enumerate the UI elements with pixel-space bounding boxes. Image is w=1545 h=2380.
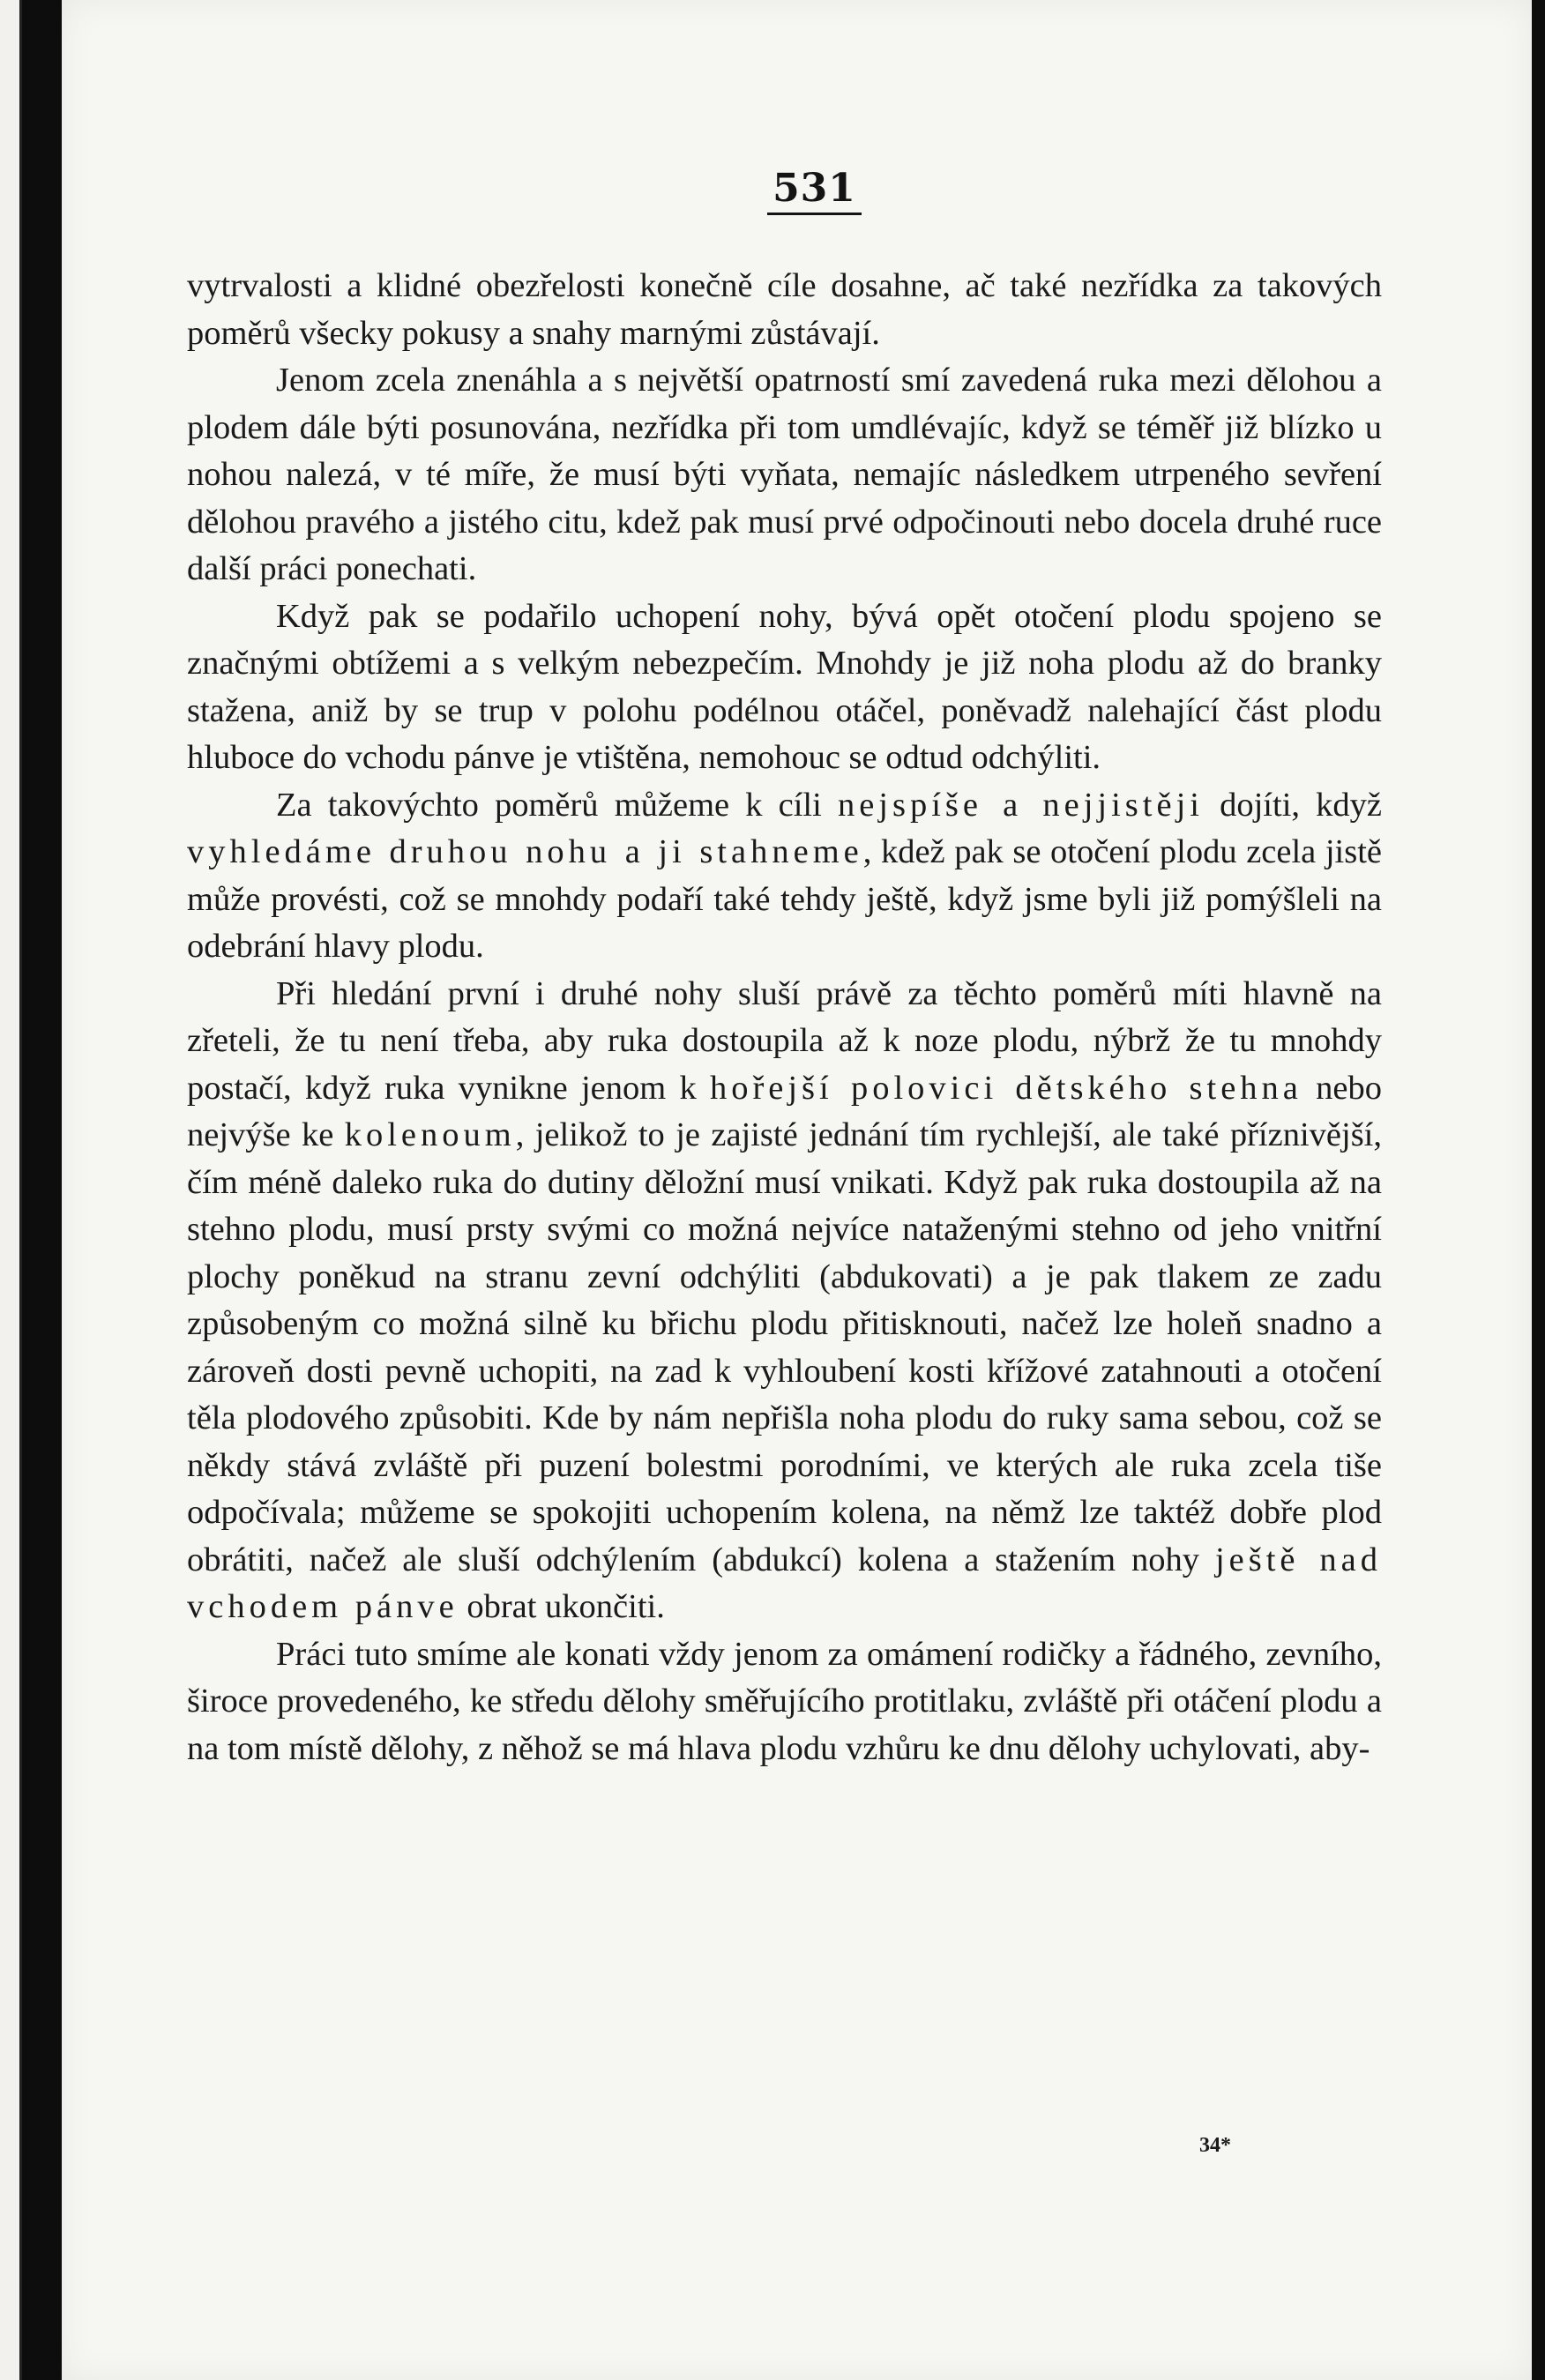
page-number [62, 166, 1532, 215]
text-run: Za takovýchto poměrů můžeme k cíli [276, 786, 838, 824]
text-run: dojíti, když [1203, 786, 1382, 824]
text-run: nebo nejvýše ke [187, 1069, 1382, 1153]
paragraph [187, 782, 1382, 971]
emphasized-text: ještě nad vchodem pánve [187, 1541, 1382, 1625]
paragraph [187, 263, 1382, 357]
previous-page-edge [0, 0, 22, 2380]
text-run: Při hledání první i druhé nohy sluší právě za těchto poměrů míti hlavně na zřeteli, že tu není třeba, aby ruka dostoupila až k noze plodu, nýbrž že tu mnohdy postačí, když ruka vynikne jenom k [187, 974, 1382, 1107]
text-run: obrat ukončiti. [458, 1588, 665, 1625]
body-text [187, 263, 1382, 1772]
text-run: , jelikož to je zajisté jednání tím rychlejší, ale také příznivější, čím méně daleko ruka do dutiny děložní musí vnikati. Když pak ruka dostoupila až na stehno plodu, musí prsty svými co možná nejvíce nataženými stehno od jeho vnitřní plochy poněkud na stranu zevní odchýliti (abdukovati) a je pak tlakem ze zadu způsobeným co možná silně ku břichu plodu přitisknouti, načež lze holeň snadno a zároveň dosti pevně uchopiti, na zad k vyhloubení kosti křížové zatahnouti a otočení těla plodového způsobiti. Kde by nám nepřišla noha plodu do ruky sama sebou, což se někdy stává zvláště při puzení bolestmi porodními, ve kterých ale ruka zcela tiše odpočívala; můžeme se spokojiti uchopením kolena, na němž lze taktéž dobře plod obrátiti, načež ale sluší odchýlením (abdukcí) kolena a stažením nohy [187, 1116, 1382, 1578]
book-page [62, 0, 1532, 2380]
signature-mark: 34* [1199, 2134, 1231, 2157]
text-run: Jenom zcela znenáhla a s největší opatrností smí zavedená ruka mezi dělohou a plodem dále býti posunována, nezřídka při tom umdlévajíc, když se téměř již blízko u nohou nalezá, v té míře, že musí býti vyňata, nemajíc následkem utrpeného sevření dělohou pravého a jistého citu, kdež pak musí prvé odpočinouti nebo docela druhé ruce další práci ponechati. [187, 362, 1382, 587]
page-number-value: 531 [767, 166, 862, 215]
paragraph [187, 971, 1382, 1631]
emphasized-text: hořejší polovici dětského stehna [709, 1069, 1302, 1107]
text-run: Práci tuto smíme ale konati vždy jenom za omámení rodičky a řádného, zevního, široce provedeného, ke středu dělohy směřujícího protitlaku, zvláště při otáčení plodu a na tom místě dělohy, z něhož se má hlava plodu vzhůru ke dnu dělohy uchylovati, aby- [187, 1635, 1382, 1767]
text-run: , kdež pak se otočení plodu zcela jistě může provésti, což se mnohdy podaří také tehdy ještě, když jsme byli již pomýšleli na odebrání hlavy plodu. [187, 833, 1382, 965]
paragraph [187, 1631, 1382, 1773]
emphasized-text: nejspíše a nejjistěji [837, 786, 1204, 824]
emphasized-text: kolenoum [344, 1116, 516, 1153]
text-run: vytrvalosti a klidné obezřelosti konečně cíle dosahne, ač také nezřídka za takových poměrů všecky pokusy a snahy marnými zůstávají. [187, 267, 1382, 352]
emphasized-text: vyhledáme druhou nohu a ji stahneme [187, 833, 863, 870]
paragraph [187, 357, 1382, 593]
text-run: Když pak se podařilo uchopení nohy, bývá opět otočení plodu spojeno se značnými obtížemi a s velkým nebezpečím. Mnohdy je již noha plodu až do branky stažena, aniž by se trup v polohu podélnou otáčel, poněvadž nalehající část plodu hluboce do vchodu pánve je vtištěna, nemohouc se odtud odchýliti. [187, 597, 1382, 776]
paragraph [187, 593, 1382, 782]
